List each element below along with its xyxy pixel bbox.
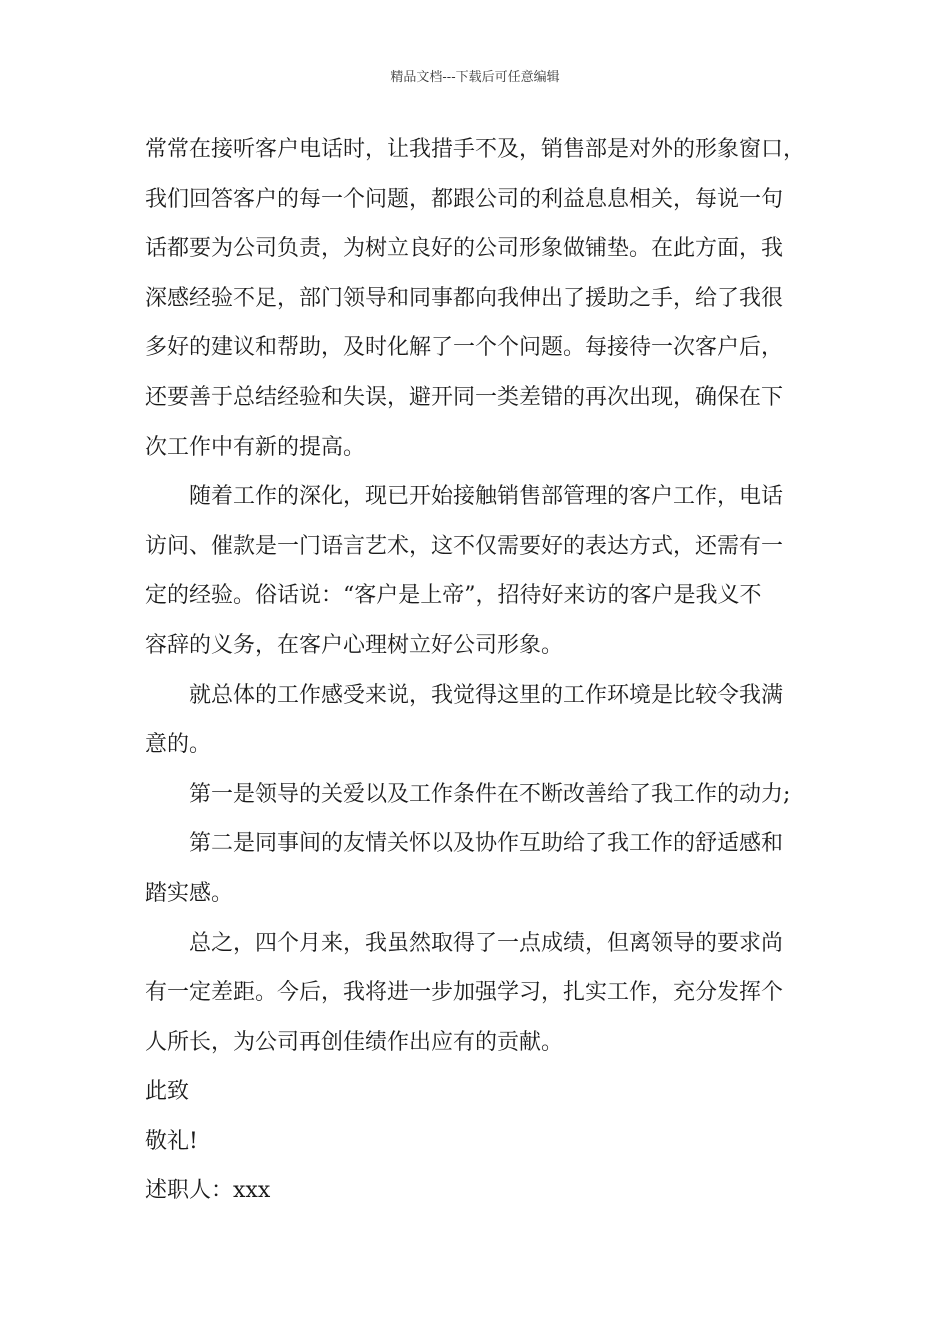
text-line: 随着工作的深化，现已开始接触销售部管理的客户工作，电话 <box>189 484 784 510</box>
text-line: 第一是领导的关爱以及工作条件在不断改善给了我工作的动力; <box>189 781 791 807</box>
paragraph-4 <box>145 770 810 820</box>
text-line: 人所长，为公司再创佳绩作出应有的贡献。 <box>145 1029 564 1055</box>
text-line: 我们回答客户的每一个问题，都跟公司的利益息息相关，每说一句 <box>145 186 784 212</box>
text-line: 容辞的义务，在客户心理树立好公司形象。 <box>145 632 564 658</box>
text-line: 踏实感。 <box>145 880 234 906</box>
paragraph-2 <box>145 472 810 670</box>
paragraph-1 <box>145 125 810 472</box>
paragraph-6 <box>145 919 810 1068</box>
text-line: 话都要为公司负责，为树立良好的公司形象做铺垫。在此方面，我 <box>145 236 784 262</box>
text-line: 第二是同事间的友情关怀以及协作互助给了我工作的舒适感和 <box>189 831 784 857</box>
paragraph-3 <box>145 671 810 770</box>
text-line: 就总体的工作感受来说，我觉得这里的工作环境是比较令我满 <box>189 682 784 708</box>
text-line: 总之，四个月来，我虽然取得了一点成绩，但离领导的要求尚 <box>189 930 784 956</box>
text-line: 定的经验。俗话说：“客户是上帝”，招待好来访的客户是我义不 <box>145 583 762 609</box>
text-line: 常常在接听客户电话时，让我措手不及，销售部是对外的形象窗口， <box>145 137 806 162</box>
text-line: 多好的建议和帮助，及时化解了一个个问题。每接待一次客户后， <box>145 335 784 361</box>
text-line: 还要善于总结经验和失误，避开同一类差错的再次出现，确保在下 <box>145 384 784 410</box>
closing-regards: 敬礼! <box>145 1128 198 1154</box>
text-line: 次工作中有新的提高。 <box>145 434 366 460</box>
text-line: 访问、催款是一门语言艺术，这不仅需要好的表达方式，还需有一 <box>145 533 784 559</box>
signature-line: 述职人：xxx <box>145 1178 271 1204</box>
closing-salutation: 此致 <box>145 1079 190 1105</box>
document-body <box>145 125 810 1216</box>
text-line: 深感经验不足，部门领导和同事都向我伸出了援助之手，给了我很 <box>145 285 784 311</box>
text-line: 有一定差距。今后，我将进一步加强学习，扎实工作，充分发挥个 <box>145 980 784 1006</box>
text-line: 意的。 <box>145 732 212 758</box>
paragraph-5 <box>145 819 810 918</box>
closing-block <box>145 1067 810 1216</box>
page-header: 精品文档---下载后可任意编辑 <box>390 70 560 85</box>
